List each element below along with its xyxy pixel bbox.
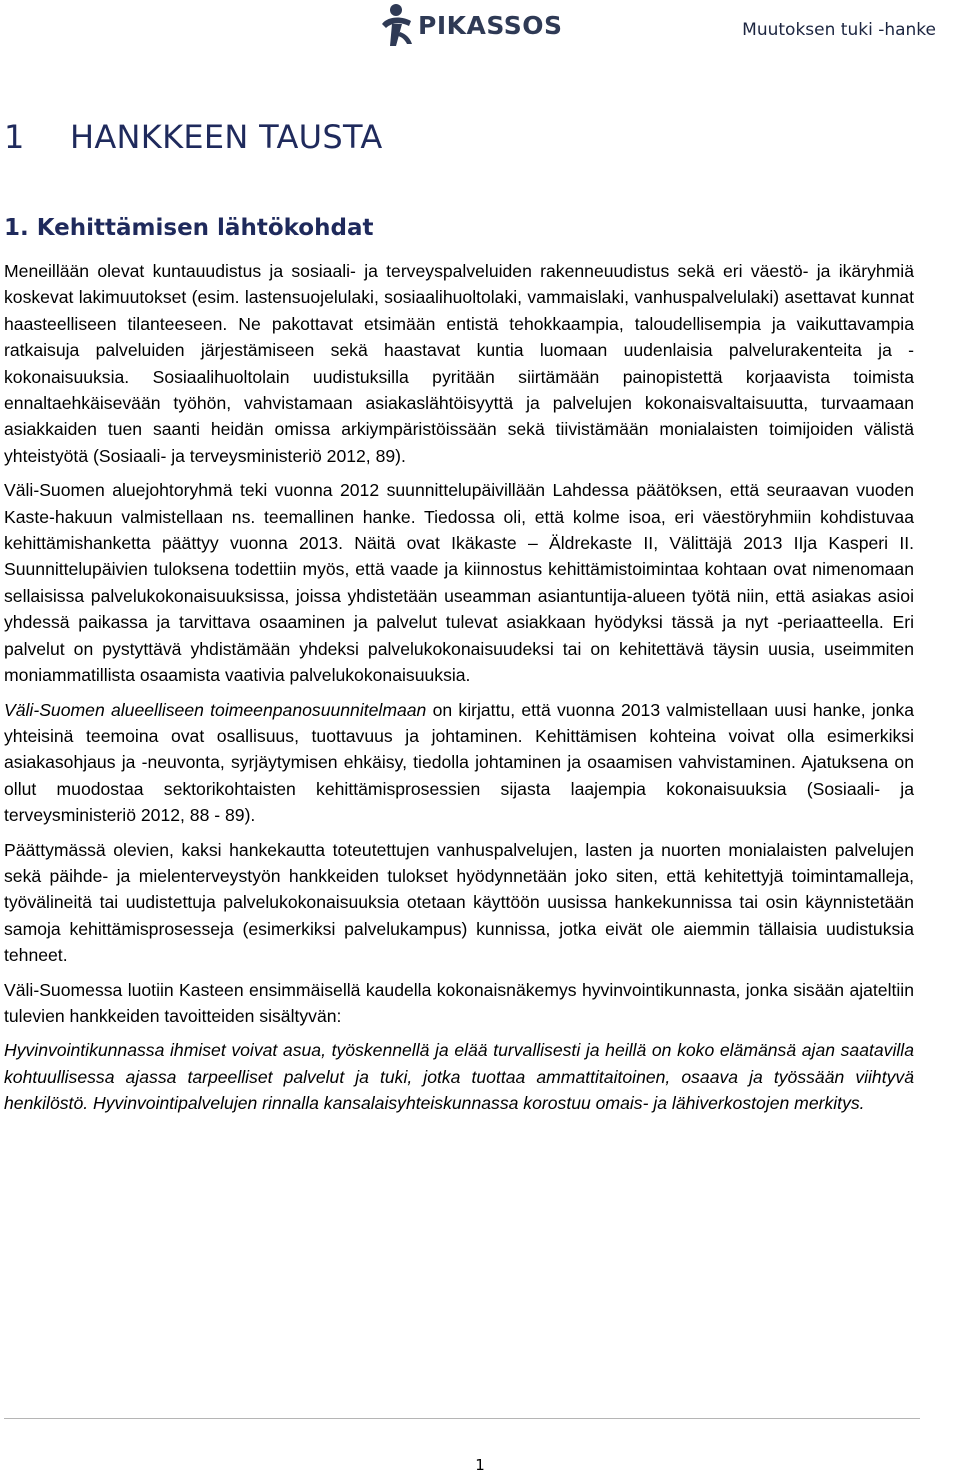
plan-title: Väli-Suomen alueelliseen toimeenpanosuunnitelmaan [4,699,427,720]
page-number: 1 [475,1456,485,1474]
body-text [4,258,914,1125]
chapter-heading [4,118,383,156]
chapter-number: 1 [4,118,25,156]
chapter-title: HANKKEEN TAUSTA [70,118,383,156]
paragraph-4: Päättymässä olevien, kaksi hankekautta toteutettujen vanhuspalvelujen, lasten ja nuorten monialaisten palvelujen sekä päihde- ja mielenterveystyön hankkeiden tulokset hyödynnetään joko siten, että kehitettyjä toimintamalleja, työvälineitä tai uudistettuja palvelukokonaisuuksia otetaan käyttöön uusissa hankekunnissa tai osin käynnistetään samoja kehittämisprosesseja (esimerkiksi palvelukampus) kunnissa, jotka eivät ole aiemmin tällaisia uudistuksia tehneet. [4,839,914,966]
project-name: Muutoksen tuki -hanke [742,20,936,40]
paragraph-3 [4,697,914,829]
footer-divider [4,1418,920,1419]
paragraph-5: Väli-Suomessa luotiin Kasteen ensimmäisellä kaudella kokonaisnäkemys hyvinvointikunnasta, jonka sisään ajateltiin tulevien hankkeiden tavoitteiden sisältyvän: [4,979,914,1026]
paragraph-2: Väli-Suomen aluejohtoryhmä teki vuonna 2012 suunnittelupäivillään Lahdessa päätöksen, että seuraavan vuoden Kaste-hakuun valmistellaan ns. teemallinen hanke. Tiedossa oli, että kolme isoa, eri väestöryhmiin kohdistuvaa kehittämishanketta päättyy vuonna 2013. Näitä ovat Ikäkaste – Äldrekaste II, Välittäjä 2013 IIja Kasperi II. Suunnittelupäivien tuloksena todettiin myös, että vaade ja kiinnostus kehittämistoimintaa kohtaan ovat nimenomaan sellaisissa palvelukokonaisuuksissa, joissa yhdistetään useamman asiantuntija-alueen työtä niin, että asiakas asioi yhdessä paikassa ja tarvittava osaaminen ja palvelut tulevat asiakkaan hyödyksi tässä ja nyt -periaatteella. Eri palvelut on pystyttävä yhdistämään yhdeksi palvelukokonaisuudeksi tai on kehitettävä täysin uusia, useimmiten moniammatillista osaamista vaativia palvelukokonaisuuksia. [4,480,914,686]
paragraph-1: Meneillään olevat kuntauudistus ja sosiaali- ja terveyspalveluiden rakenneuudistus sekä eri väestö- ja ikäryhmiä koskevat lakimuutokset (esim. lastensuojelulaki, sosiaalihuoltolaki, vammaislaki, vanhuspalvelulaki) asettavat kunnat haasteelliseen tilanteeseen. Ne pakottavat etsimään entistä tehokkaampia, taloudellisempia ja vaikuttavampia ratkaisuja palveluiden järjestämiseen sekä haastavat kuntia luomaan uudenlaisia palvelurakenteita ja -kokonaisuuksia. Sosiaalihuoltolain uudistuksilla pyritään siirtämään painopistettä korjaavista toimista ennaltaehkäisevään työhön, vahvistamaan asiakaslähtöisyyttä ja palvelujen kokonaisvaltaisuutta, turvaamaan asiakkaiden tuen saanti heidän omissa arkiympäristöissään sekä tiivistämään monialaisten toimijoiden välistä yhteistyötä (Sosiaali- ja terveysministeriö 2012, 89). [4,261,914,466]
logo-wordmark: PIKASSOS [418,10,563,40]
page-header [0,0,960,60]
pikassos-figure-icon [378,2,414,48]
pikassos-logo [378,2,563,48]
paragraph-3-text: on kirjattu, että vuonna 2013 valmistellaan uusi hanke, jonka yhteisinä teemoina ovat osallisuus, tuottavuus ja johtaminen. Kehittämisen kohteina voivat olla esimerkiksi asiakasohjaus ja -neuvonta, syrjäytymisen ehkäisy, tiedolla johtaminen ja osaamisen vahvistaminen. Ajatuksena on ollut muodostaa sektorikohtaisten kehittämisprosessien sijasta laajempia kokonaisuuksia (Sosiaali- ja terveysministeriö 2012, 88 - 89). [4,699,914,826]
section-heading: 1. Kehittämisen lähtökohdat [4,215,374,241]
vision-quote: Hyvinvointikunnassa ihmiset voivat asua, työskennellä ja elää turvallisesti ja heillä on koko elämänsä ajan saatavilla kohtuullisessa ajassa tarpeelliset palvelut ja tuki, jotka tuottaa ammattitaitoinen, osaava ja työssään viihtyvä henkilöstö. Hyvinvointipalvelujen rinnalla kansalaisyhteiskunnassa korostuu omais- ja lähiverkostojen merkitys. [4,1040,914,1114]
